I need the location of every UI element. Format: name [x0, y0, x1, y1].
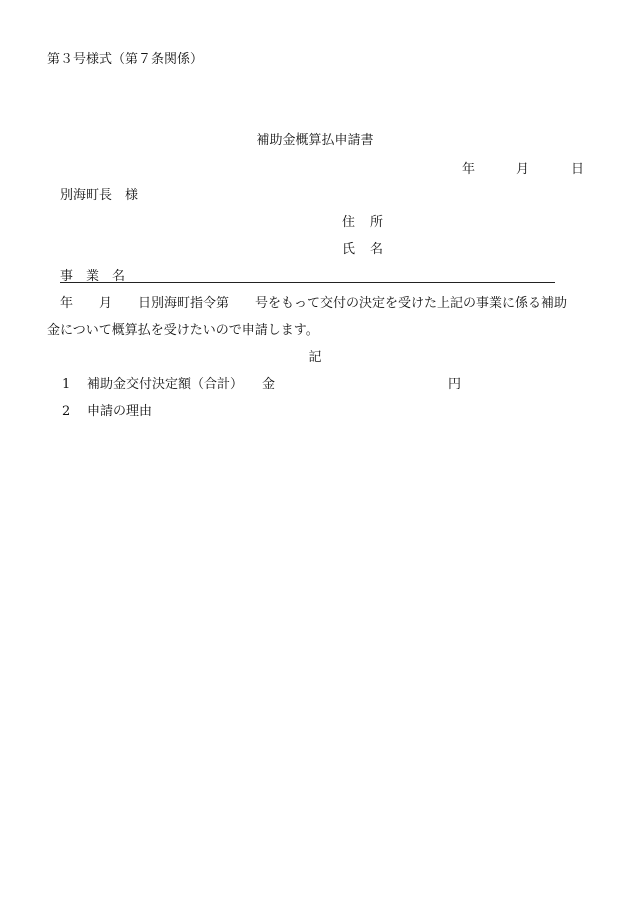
item-label-reason: 申請の理由: [87, 404, 153, 419]
body-text-line-1: 年 月 日別海町指令第 号をもって交付の決定を受けた上記の事業に係る補助: [60, 296, 568, 311]
item-number-1: 1: [62, 377, 71, 392]
name-label: 氏 名: [342, 242, 385, 257]
project-name-underline: [60, 282, 555, 283]
date-month-label: 月: [516, 162, 530, 177]
address-label: 住 所: [342, 215, 385, 230]
form-number: 第３号様式（第７条関係）: [47, 52, 204, 67]
project-name-label: 事 業 名: [60, 269, 126, 284]
amount-unit: 円: [448, 377, 462, 392]
item-label-grant-amount: 補助金交付決定額（合計）: [87, 377, 244, 392]
item-number-2: 2: [62, 404, 71, 419]
body-text-line-2: 金について概算払を受けたいので申請します。: [47, 323, 319, 338]
date-year-label: 年: [462, 162, 476, 177]
ki-heading: 記: [308, 350, 322, 365]
date-day-label: 日: [571, 162, 585, 177]
document-title: 補助金概算払申請書: [256, 133, 374, 148]
addressee: 別海町長 様: [60, 188, 139, 203]
amount-prefix: 金: [262, 377, 276, 392]
